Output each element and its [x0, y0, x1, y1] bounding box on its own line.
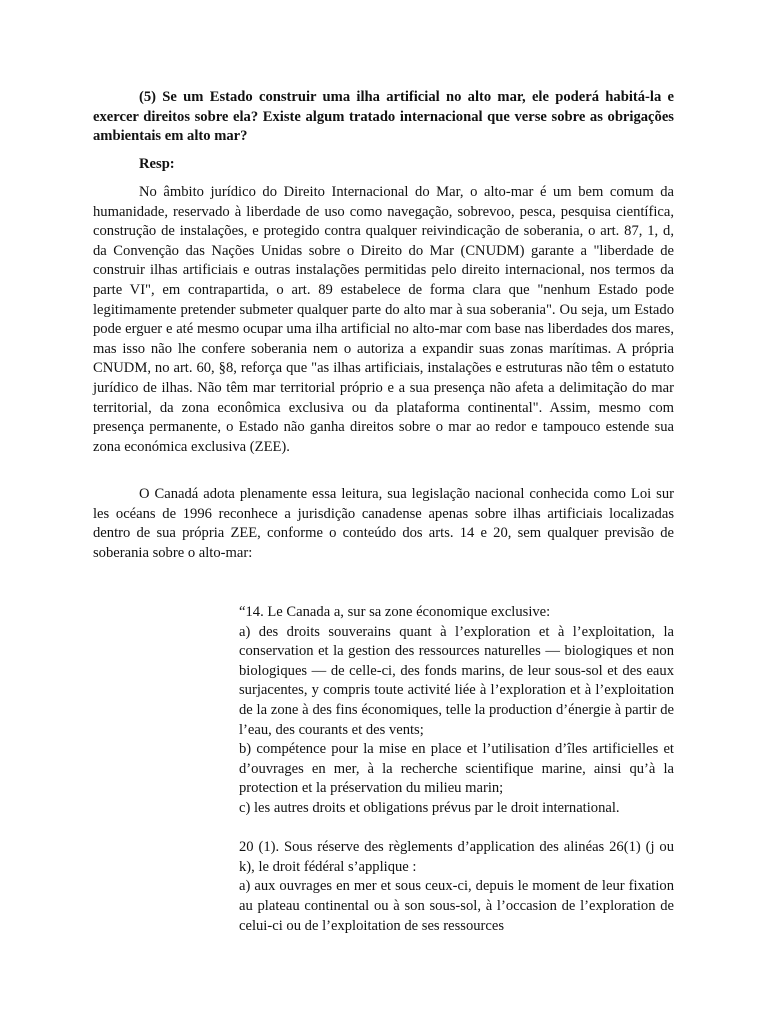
quote-art14-intro: “14. Le Canada a, sur sa zone économique exclusive: — [239, 604, 551, 620]
quote-art14-b: b) compétence pour la mise en place et l’utilisation d’îles artificielles et d’ouvrages en mer, à la recherche scientifique marine, ainsi qu’à la protection et la préservation du milieu marin; — [239, 741, 674, 797]
quote-spacer — [239, 819, 674, 839]
paragraph-2: O Canadá adota plenamente essa leitura, sua legislação nacional conhecida como Loi sur les océans de 1996 reconhece a jurisdição canadense apenas sobre ilhas artificiais localizadas dentro de sua própria ZEE, conforme o conteúdo dos arts. 14 e 20, sem qualquer previsão de soberania sobre o alto-mar: — [93, 486, 674, 561]
response-label: Resp: — [139, 156, 175, 172]
paragraph-1: No âmbito jurídico do Direito Internacional do Mar, o alto-mar é um bem comum da humanidade, reservado à liberdade de uso como navegação, sobrevoo, pesca, pesquisa científica, construção de instalações, e protegido contra qualquer reivindicação de soberania, o art. 87, 1, d, da Convenção das Nações Unidas sobre o Direito do Mar (CNUDM) garante a "liberdade de construir ilhas artificiais e outras instalações permitidas pelo direito internacional, nos termos da parte VI", em contrapartida, o art. 89 estabelece de forma clara que "nenhum Estado pode legitimamente pretender submeter qualquer parte do alto mar à sua soberania". Ou seja, um Estado pode erguer e até mesmo ocupar uma ilha artificial no alto-mar com base nas liberdades dos mares, mas isso não lhe confere soberania nem o autoriza a expandir suas zonas marítimas. A própria CNUDM, no art. 60, §8, reforça que "as ilhas artificiais, instalações e estruturas não têm o estatuto jurídico de ilhas. Não têm mar territorial próprio e a sua presença não afeta a delimitação do mar territorial, da zona econômica exclusiva ou da plataforma continental". Assim, mesmo com presença permanente, o Estado não ganha direitos sobre o mar ao redor e tampouco estende sua zona económica exclusiva (ZEE). — [93, 184, 674, 455]
paragraph-2-block — [93, 485, 674, 563]
block-quote — [239, 603, 674, 936]
question-heading — [93, 88, 674, 147]
quote-art20-intro: 20 (1). Sous réserve des règlements d’application des alinéas 26(1) (j ou k), le droit fédéral s’applique : — [239, 839, 674, 875]
response-label-block — [93, 155, 674, 175]
quote-art20-a: a) aux ouvrages en mer et sous ceux-ci, depuis le moment de leur fixation au plateau continental ou à son sous-sol, à l’occasion de l’exploration de celui-ci ou de l’exploitation de ses ressources — [239, 878, 674, 934]
quote-art14-a: a) des droits souverains quant à l’exploration et à l’exploitation, la conservation et la gestion des ressources naturelles — biologiques et non biologiques — de celle-ci, des fonds marins, de leur sous-sol et des eaux surjacentes, y compris toute activité liée à l’exploration et à l’exploitation de la zone à des fins économiques, telle la production d’énergie à partir de l’eau, des courants et des vents; — [239, 623, 674, 738]
quote-art14-c: c) les autres droits et obligations prévus par le droit international. — [239, 799, 620, 816]
paragraph-1-block — [93, 183, 674, 457]
question-text: (5) Se um Estado construir uma ilha artificial no alto mar, ele poderá habitá-la e exercer direitos sobre ela? Existe algum tratado internacional que verse sobre as obrigações ambientais em alto mar? — [93, 89, 674, 145]
